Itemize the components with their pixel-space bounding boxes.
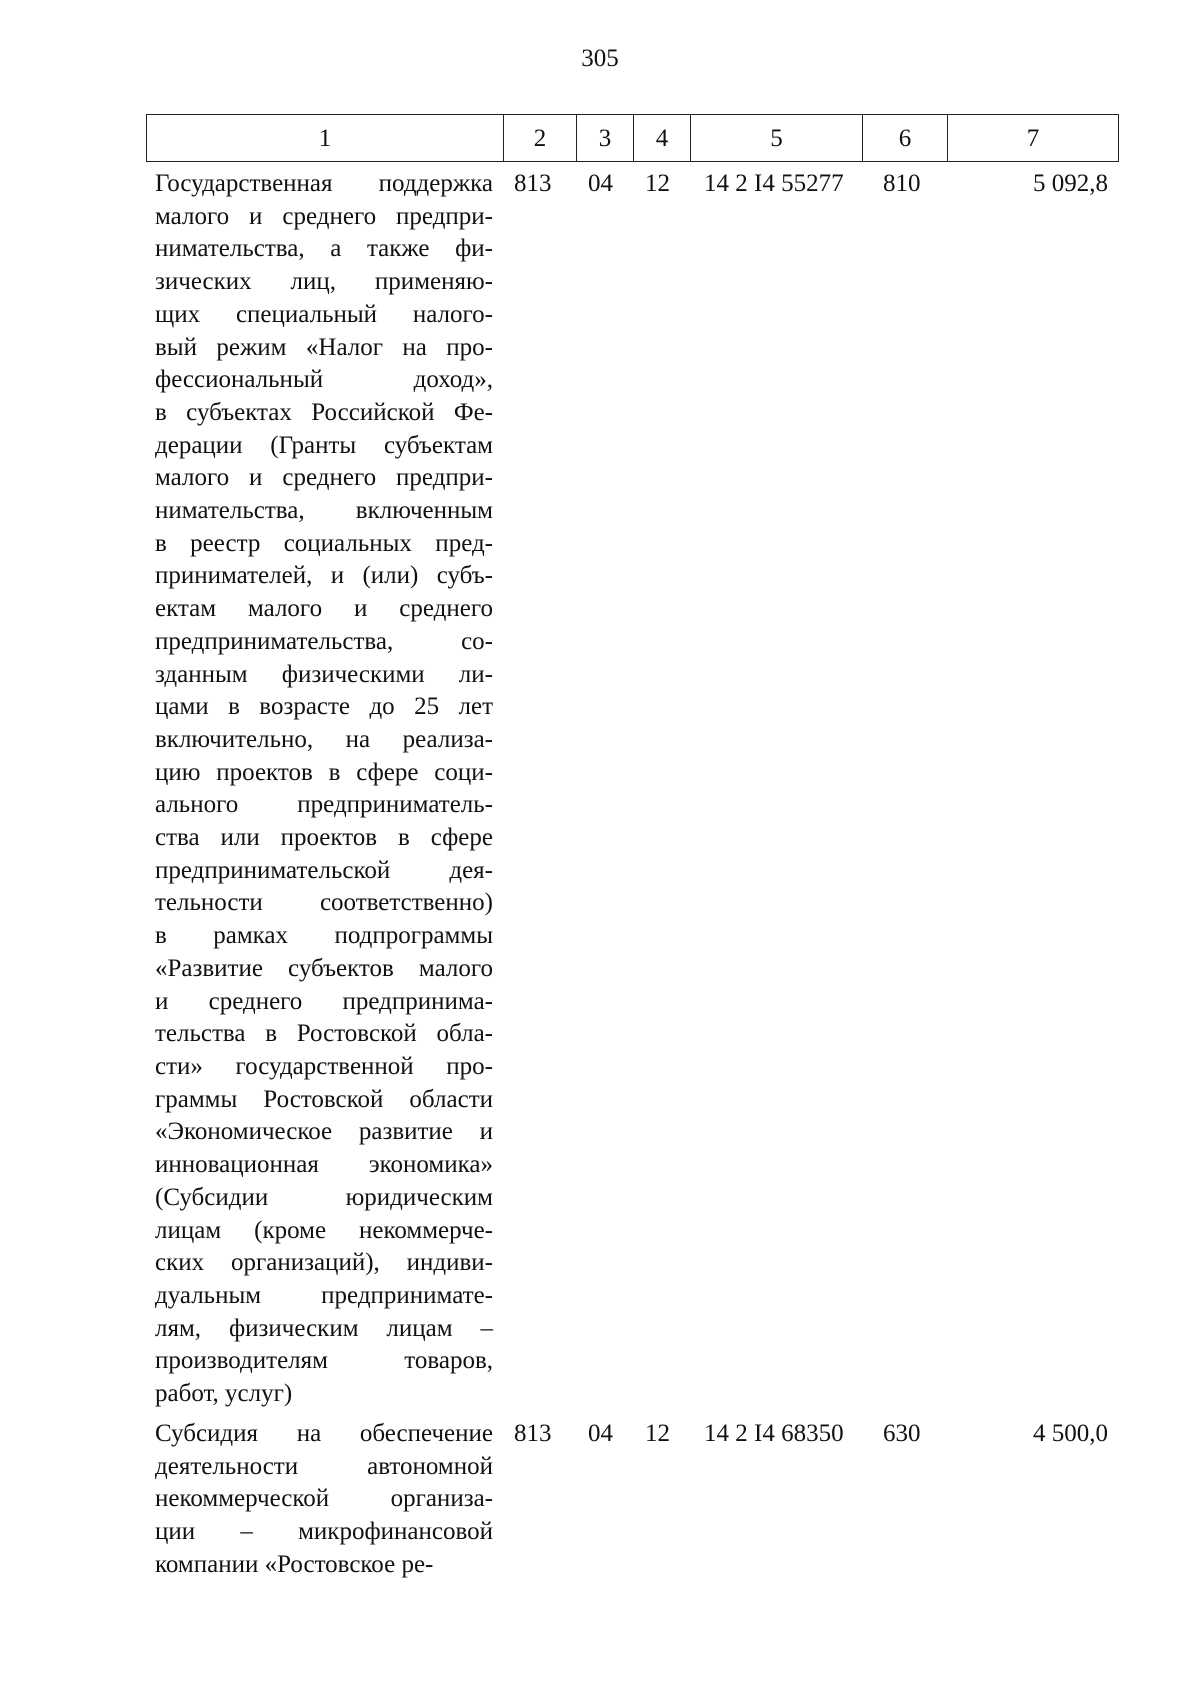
header-col-7: 7 xyxy=(948,115,1119,162)
description-line: в рамках подпрограммы xyxy=(155,922,493,950)
row-col-5: 14 2 I4 68350 xyxy=(704,1420,844,1447)
description-line: предпринимательства, со- xyxy=(155,627,493,655)
description-line: нимательства, а также фи- xyxy=(155,235,493,263)
description-line: работ, услуг) xyxy=(155,1380,293,1408)
description-line: включительно, на реализа- xyxy=(155,725,493,753)
page-number: 305 xyxy=(581,45,619,72)
header-col-6: 6 xyxy=(863,115,948,162)
description-line: малого и среднего предпри- xyxy=(155,464,493,492)
header-col-5: 5 xyxy=(691,115,863,162)
description-line: лям, физическим лицам – xyxy=(155,1314,493,1342)
description-line: цию проектов в сфере соци- xyxy=(155,758,493,786)
description-line: граммы Ростовской области xyxy=(155,1085,493,1113)
header-col-3: 3 xyxy=(577,115,634,162)
description-line: зических лиц, применяю- xyxy=(155,268,493,296)
description-line: инновационная экономика» xyxy=(155,1151,493,1179)
description-line: фессиональный доход», xyxy=(155,366,493,394)
row-col-6: 630 xyxy=(883,1420,921,1447)
header-col-1: 1 xyxy=(147,115,504,162)
header-col-2: 2 xyxy=(504,115,577,162)
header-row xyxy=(147,115,1119,162)
row-col-6: 810 xyxy=(883,170,921,197)
description-line: деятельности автономной xyxy=(155,1452,493,1480)
description-line: ских организаций), индиви- xyxy=(155,1249,493,1277)
description-line: щих специальный налого- xyxy=(155,300,493,328)
row-col-3: 04 xyxy=(588,170,613,197)
table-header xyxy=(146,114,1119,162)
description-line: сти» государственной про- xyxy=(155,1052,493,1080)
row-description xyxy=(155,1418,493,1582)
description-line: вый режим «Налог на про- xyxy=(155,333,493,361)
description-line: лицам (кроме некоммерче- xyxy=(155,1216,493,1244)
description-line: и среднего предпринима- xyxy=(155,987,493,1015)
row-col-4: 12 xyxy=(645,1420,670,1447)
row-col-4: 12 xyxy=(645,170,670,197)
description-line: ции – микрофинансовой xyxy=(155,1518,493,1546)
description-line: дерации (Гранты субъектам xyxy=(155,431,493,459)
description-line: «Развитие субъектов малого xyxy=(155,954,493,982)
description-line: «Экономическое развитие и xyxy=(155,1118,493,1146)
description-line: Государственная поддержка xyxy=(155,170,493,197)
description-line: тельности соответственно) xyxy=(155,889,493,917)
row-col-2: 813 xyxy=(514,1420,552,1447)
description-line: Субсидия на обеспечение xyxy=(155,1420,493,1447)
description-line: ства или проектов в сфере xyxy=(155,824,493,852)
description-line: производителям товаров, xyxy=(155,1347,493,1375)
header-col-4: 4 xyxy=(634,115,691,162)
description-line: в реестр социальных пред- xyxy=(155,529,493,557)
description-line: дуальным предпринимате- xyxy=(155,1281,493,1309)
row-col-7: 4 500,0 xyxy=(1033,1420,1108,1447)
description-line: предпринимательской дея- xyxy=(155,856,493,884)
row-col-3: 04 xyxy=(588,1420,613,1447)
row-description xyxy=(155,168,493,1411)
description-line: ального предприниматель- xyxy=(155,791,493,819)
row-col-5: 14 2 I4 55277 xyxy=(704,170,844,197)
description-line: некоммерческой организа- xyxy=(155,1485,493,1513)
description-line: принимателей, и (или) субъ- xyxy=(155,562,493,590)
row-col-2: 813 xyxy=(514,170,552,197)
description-line: (Субсидии юридическим xyxy=(155,1183,493,1211)
description-line: цами в возрасте до 25 лет xyxy=(155,693,493,721)
description-line: компании «Ростовское ре- xyxy=(155,1550,434,1578)
description-line: ектам малого и среднего xyxy=(155,595,493,623)
row-col-7: 5 092,8 xyxy=(1033,170,1108,197)
description-line: тельства в Ростовской обла- xyxy=(155,1020,493,1048)
description-line: в субъектах Российской Фе- xyxy=(155,398,493,426)
description-line: малого и среднего предпри- xyxy=(155,202,493,230)
description-line: нимательства, включенным xyxy=(155,497,493,525)
description-line: зданным физическими ли- xyxy=(155,660,493,688)
